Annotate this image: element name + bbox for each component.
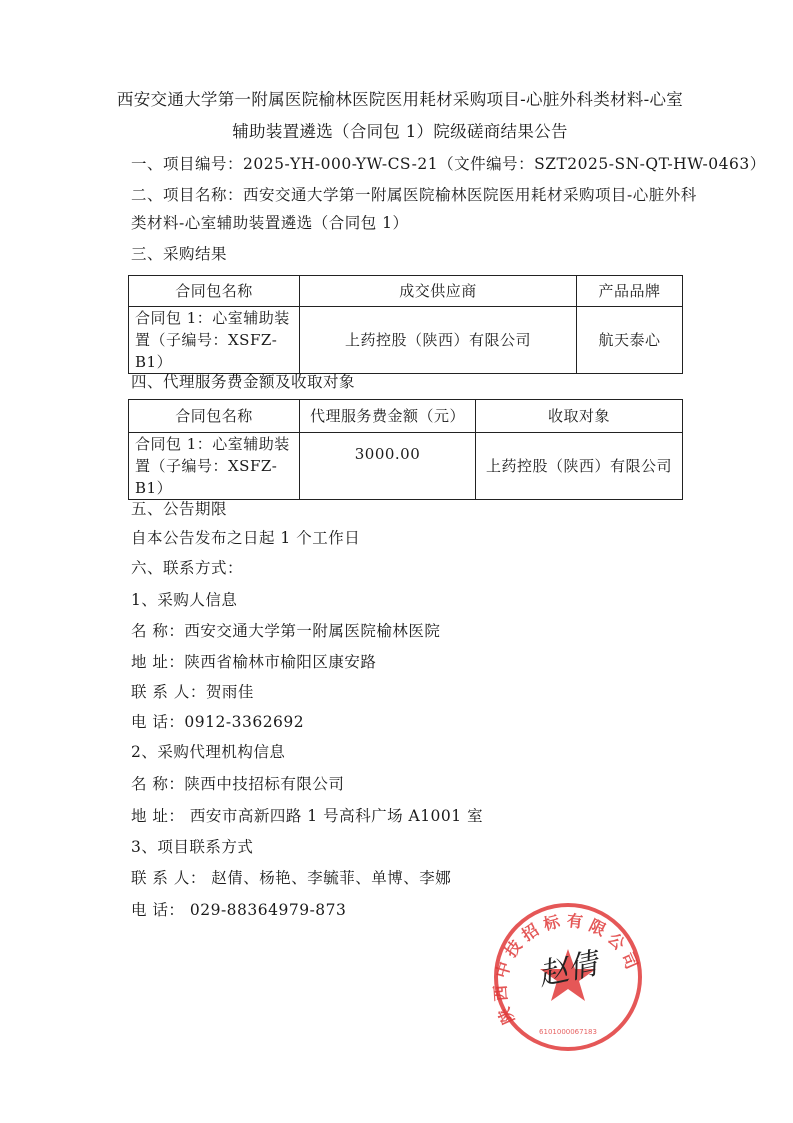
payer-cell: 上药控股（陕西）有限公司: [476, 433, 683, 500]
contract-package-line: 合同包 1：心室辅助装: [135, 309, 290, 327]
agency-info-heading: 2、采购代理机构信息: [131, 743, 286, 761]
contract-package-line: 置（子编号：XSFZ-B1）: [135, 331, 278, 371]
fee-cell: 3000.00: [300, 433, 476, 500]
seal-code: 6101000067183: [539, 1028, 597, 1036]
table-row: [129, 433, 683, 500]
project-number: 一、项目编号：2025-YH-000-YW-CS-21（文件编号：SZT2025-SN-QT-HW-0463）: [131, 155, 766, 173]
contract-package-line: 合同包 1：心室辅助装: [135, 435, 290, 453]
contract-package-cell: [129, 307, 300, 374]
table-header-row: [129, 400, 683, 433]
table-header-cell: 合同包名称: [129, 400, 300, 433]
section-heading-agency-fee: 四、代理服务费金额及收取对象: [131, 373, 356, 391]
seal-arc-text: 陕 西 中 技 招 标 有 限 公 司: [490, 910, 642, 1028]
document-title-line-2: 辅助装置遴选（合同包 1）院级磋商结果公告: [232, 122, 568, 141]
document-title-line-1: 西安交通大学第一附属医院榆林医院医用耗材采购项目-心脏外科类材料-心室: [116, 90, 684, 109]
purchaser-info-heading: 1、采购人信息: [131, 591, 238, 609]
table-row: [129, 307, 683, 374]
handwritten-signature: 赵倩: [535, 946, 602, 994]
contract-package-line: 置（子编号：XSFZ-B1）: [135, 457, 278, 497]
project-name-line-1: 二、项目名称：西安交通大学第一附属医院榆林医院医用耗材采购项目-心脏外科: [131, 186, 697, 204]
project-contact-phone: 电 话： 029-88364979-873: [131, 901, 347, 919]
agency-name: 名 称：陕西中技招标有限公司: [131, 775, 345, 793]
section-heading-notice-period: 五、公告期限: [131, 500, 228, 518]
agency-fee-table: [128, 399, 683, 500]
table-header-row: [129, 276, 683, 307]
purchaser-address: 地 址：陕西省榆林市榆阳区康安路: [131, 653, 377, 671]
agency-address: 地 址： 西安市高新四路 1 号高科广场 A1001 室: [131, 807, 484, 825]
section-heading-results: 三、采购结果: [131, 245, 228, 263]
project-name-line-2: 类材料-心室辅助装置遴选（合同包 1）: [131, 214, 409, 232]
project-contact-persons: 联 系 人： 赵倩、杨艳、李毓菲、单博、李娜: [131, 869, 452, 887]
contract-package-cell: [129, 433, 300, 500]
project-contact-heading: 3、项目联系方式: [131, 838, 254, 856]
table-header-cell: 代理服务费金额（元）: [300, 400, 476, 433]
table-header-cell: 产品品牌: [577, 276, 683, 307]
purchaser-phone: 电 话：0912-3362692: [131, 713, 305, 731]
notice-period-text: 自本公告发布之日起 1 个工作日: [131, 529, 361, 547]
table-header-cell: 成交供应商: [300, 276, 577, 307]
table-header-cell: 收取对象: [476, 400, 683, 433]
table-header-cell: 合同包名称: [129, 276, 300, 307]
section-heading-contact: 六、联系方式：: [131, 559, 244, 577]
purchaser-name: 名 称：西安交通大学第一附属医院榆林医院: [131, 622, 441, 640]
supplier-cell: 上药控股（陕西）有限公司: [300, 307, 577, 374]
purchaser-contact: 联 系 人：贺雨佳: [131, 683, 254, 701]
brand-cell: 航天泰心: [577, 307, 683, 374]
company-seal: [488, 897, 648, 1057]
procurement-results-table: [128, 275, 683, 374]
